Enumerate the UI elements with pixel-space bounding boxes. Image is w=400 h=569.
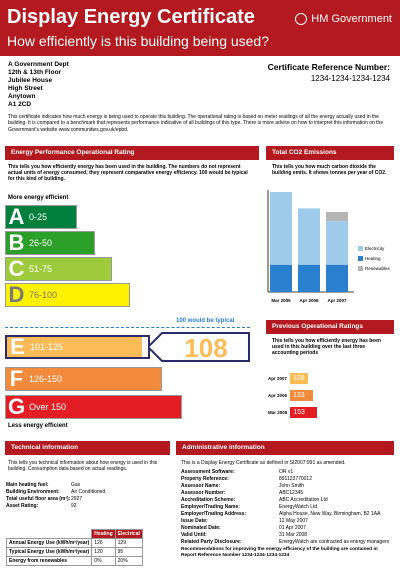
technical-row — [6, 489, 105, 495]
co2-bar-renewables — [326, 212, 348, 221]
admin-row — [181, 539, 389, 545]
band-letter: B — [8, 230, 25, 255]
band-letter: A — [8, 204, 25, 229]
band-range: 101-125 — [30, 342, 64, 352]
technical-key: Building Environment: — [6, 489, 60, 495]
technical-row — [6, 503, 77, 509]
band-range: 26-50 — [29, 238, 53, 248]
previous-row — [268, 407, 317, 418]
technical-value: 92 — [71, 503, 77, 509]
address-line: Jubilee House — [8, 77, 53, 84]
table-cell: Annual Energy Use (kWh/m²/year) — [7, 539, 92, 548]
band-e — [5, 335, 150, 359]
operational-text: This tells you how efficiently energy has been used in the building. The numbers do not represent actual units of energy consumed; they represent comparative energy efficiency. 100 would be typical for this kind of building. — [8, 164, 248, 183]
co2-bar-electricity — [298, 208, 320, 264]
admin-row — [181, 504, 317, 510]
admin-value: ABC12345 — [279, 490, 304, 496]
co2-bar-electricity — [270, 192, 292, 265]
technical-row — [6, 496, 82, 502]
admin-row — [181, 525, 306, 531]
co2-text: This tells you how much carbon dioxide the building emits. It shows tonnes per year of CO2. — [272, 164, 387, 177]
technical-value: 2927 — [71, 496, 83, 502]
legend-label: Renewables — [365, 266, 390, 271]
band-f — [5, 367, 162, 391]
address-line: 12th & 13th Floor — [8, 69, 62, 76]
band-b — [5, 231, 95, 255]
band-d — [5, 283, 130, 307]
co2-bar-heating — [326, 265, 348, 292]
table-header-cell: Heating — [92, 530, 115, 539]
table-cell: 129 — [115, 539, 142, 548]
previous-bar: 153 — [290, 407, 317, 418]
hm-government-logo — [295, 13, 392, 25]
admin-intro: This is a Display Energy Certificate as defined in SI2007:991 as amended. — [181, 460, 346, 466]
previous-bar: 108 — [290, 373, 308, 384]
table-cell: 20% — [115, 557, 142, 566]
previous-date: Apr 2006 — [268, 393, 288, 398]
table-cell: Typical Energy Use (kWh/m²/year) — [7, 548, 92, 557]
technical-value: Gas — [71, 482, 81, 488]
previous-bar: 133 — [290, 390, 313, 401]
technical-key: Total useful floor area (m²): — [6, 496, 71, 502]
typical-label: 100 would be typical — [176, 318, 235, 324]
admin-row — [181, 490, 303, 496]
table-row — [7, 548, 143, 557]
page-title: Display Energy Certificate — [7, 6, 255, 28]
co2-chart — [266, 188, 356, 310]
admin-value: EnergyWatch are contracted as energy managers — [279, 539, 390, 545]
legend-renewables — [358, 266, 390, 271]
logo-text: HM Government — [311, 13, 392, 25]
co2-category-labels — [271, 298, 347, 303]
band-letter: E — [10, 334, 25, 359]
admin-value: 891123770012 — [279, 476, 312, 482]
technical-value: Air Conditioned — [71, 489, 106, 495]
rating-value: 108 — [184, 333, 228, 362]
admin-footer: Recommendations for improving the energy efficiency of the building are contained in Report Reference Number 1234-1234-1234-1234 — [181, 547, 378, 559]
address-line: Anytown — [8, 93, 36, 100]
band-range: 76-100 — [29, 290, 58, 300]
more-efficient-label: More energy efficient — [8, 195, 69, 201]
admin-key: Employer/Trading Address: — [181, 511, 247, 517]
co2-bar-heating — [298, 265, 320, 292]
address-line: High Street — [8, 85, 43, 92]
co2-bar-heating — [270, 265, 292, 292]
admin-value: EnergyWatch Ltd — [279, 504, 318, 510]
admin-value: OR v1 — [279, 469, 294, 475]
co2-bars — [270, 192, 348, 292]
legend-swatch — [358, 256, 363, 261]
table-cell: 95 — [115, 548, 142, 557]
table-cell: 120 — [92, 548, 115, 557]
section-administrative: Administrative information — [176, 441, 394, 455]
band-letter: C — [8, 256, 25, 281]
certificate-ref-label: Certificate Reference Number: — [267, 62, 390, 72]
co2-category-label: Mar 2005 — [271, 298, 291, 303]
admin-value: 01 Apr 2007 — [279, 525, 306, 531]
admin-value: John Smith — [279, 483, 305, 489]
building-address — [8, 61, 69, 109]
technical-key: Main heating fuel: — [6, 482, 49, 488]
admin-row — [181, 511, 380, 517]
technical-key: Asset Rating: — [6, 503, 39, 509]
rating-arrow — [148, 332, 250, 362]
admin-row — [181, 476, 312, 482]
admin-key: Assessment Software: — [181, 469, 235, 475]
typical-line — [5, 327, 250, 328]
table-row — [7, 539, 143, 548]
band-range: 51-75 — [29, 264, 53, 274]
legend-label: Electricity — [365, 246, 385, 251]
admin-value: Alpha House, New Way, Birmingham, B2 1AA — [279, 511, 381, 517]
page-subtitle: How efficiently is this building being used? — [7, 33, 270, 49]
energy-use-table — [6, 529, 143, 566]
previous-date: Apr 2007 — [268, 376, 288, 381]
table-header-row — [7, 530, 143, 539]
previous-row — [268, 373, 308, 384]
previous-text: This tells you how efficiently energy has been used in this building over the last three accounting periods — [272, 338, 381, 357]
admin-row — [181, 518, 308, 524]
admin-key: Issue Date: — [181, 518, 208, 524]
admin-key: Related Party Disclosure: — [181, 539, 242, 545]
admin-key: Assessor Number: — [181, 490, 226, 496]
legend-label: Heating — [365, 256, 381, 261]
co2-bar-electricity — [326, 221, 348, 265]
band-g — [5, 395, 182, 419]
admin-row — [181, 483, 304, 489]
admin-key: Employer/Trading Name: — [181, 504, 240, 510]
legend-electricity — [358, 246, 384, 251]
admin-row — [181, 532, 307, 538]
admin-value: 31 Mar 2008 — [279, 532, 308, 538]
admin-key: Property Reference: — [181, 476, 229, 482]
table-cell: Energy from renewables — [7, 557, 92, 566]
address-line: A1 2CD — [8, 101, 32, 108]
band-c — [5, 257, 112, 281]
section-operational-rating: Energy Performance Operational Rating — [5, 146, 259, 160]
co2-category-label: Apr 2006 — [299, 298, 319, 303]
table-cell: 0% — [92, 557, 115, 566]
band-letter: D — [8, 282, 25, 307]
band-letter: F — [9, 366, 24, 391]
table-header-cell: Electrical — [115, 530, 142, 539]
previous-date: Mar 2005 — [268, 410, 288, 415]
legend-swatch — [358, 266, 363, 271]
band-range: 0-25 — [29, 212, 48, 222]
band-range: 126-150 — [29, 374, 63, 384]
co2-category-label: Apr 2007 — [327, 298, 347, 303]
table-row — [7, 557, 143, 566]
band-range: Over 150 — [29, 402, 67, 412]
table-header-cell — [7, 530, 92, 539]
admin-key: Valid Until: — [181, 532, 207, 538]
band-a — [5, 205, 77, 229]
legend-swatch — [358, 246, 363, 251]
admin-value: ABC Accreditation Ltd — [279, 497, 328, 503]
technical-text: This tells you technical information about how energy is used in this building. Consumption data based on actual readings. — [8, 460, 158, 473]
section-co2: Total CO2 Emissions — [266, 146, 394, 160]
section-technical: Technical information — [5, 441, 170, 455]
admin-key: Nominated Date: — [181, 525, 221, 531]
table-cell: 126 — [92, 539, 115, 548]
section-previous-ratings: Previous Operational Ratings — [266, 320, 394, 334]
crest-icon — [295, 13, 307, 25]
address-line: A Government Dept — [8, 61, 69, 68]
technical-row — [6, 482, 80, 488]
admin-row — [181, 469, 293, 475]
admin-key: Assessor Name: — [181, 483, 221, 489]
admin-key: Accreditation Scheme: — [181, 497, 236, 503]
band-e-fill — [7, 334, 142, 359]
intro-paragraph: This certificate indicates how much energy is being used to operate this building. The operational rating is based on meter readings of all the energy actually used in the building. It is compared to a benchmark that represents performance indicative of all buildings of this type. There is more advice on how to interpret this information on the Government's website www.communities.gov.uk/epbd. — [8, 114, 384, 133]
less-efficient-label: Less energy efficient — [8, 423, 68, 429]
certificate-header — [0, 0, 400, 56]
admin-value: 12 May 2007 — [279, 518, 308, 524]
previous-row — [268, 390, 313, 401]
legend-heating — [358, 256, 381, 261]
admin-row — [181, 497, 328, 503]
band-letter: G — [8, 394, 26, 419]
certificate-ref-value: 1234-1234-1234-1234 — [310, 74, 390, 83]
